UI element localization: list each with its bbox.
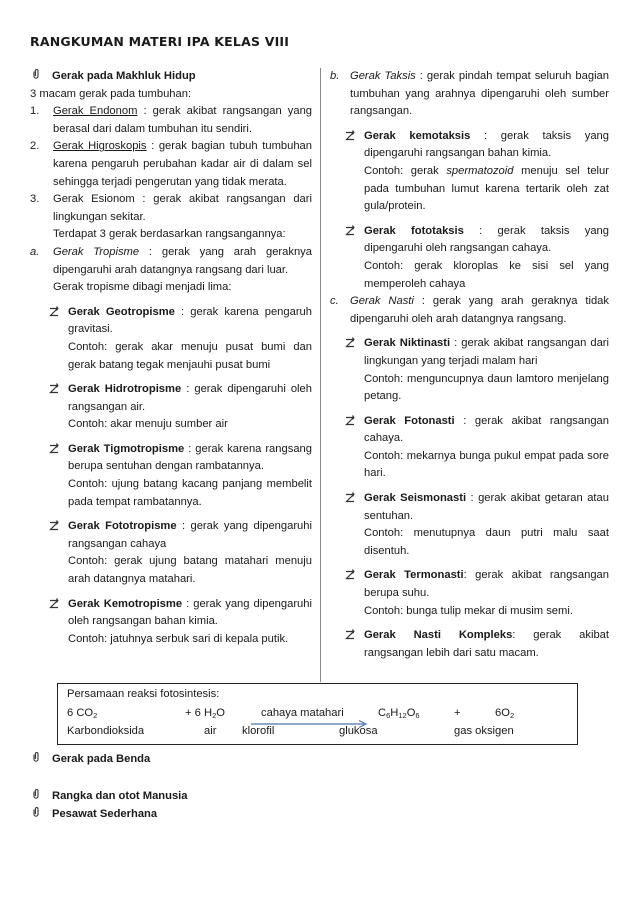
reactant-h2o: + 6 $H_2O$ — [185, 707, 225, 720]
z-arrow-icon — [344, 224, 356, 238]
z-arrow-icon — [48, 519, 60, 533]
list-item: 2. Gerak Higroskopis : gerak bagian tubuh tumbuhan karena pengaruh perubahan kadar air di dalam sel sehingga terjadi pengerutan yang tidak merata. — [30, 140, 312, 188]
paperclip-icon — [30, 68, 42, 80]
section-heading: Gerak pada Benda — [30, 751, 150, 765]
list-item: Gerak Hidrotropisme : gerak dipengaruhi oleh rangsangan air. Contoh: akar menuju sumber air — [30, 381, 312, 434]
sub-heading-b: b. Gerak Taksis : gerak pindah tempat seluruh bagian tumbuhan yang arahnya dipengaruhi oleh sumber rangsangan. — [330, 70, 610, 118]
name-carbondioxide: Karbondioksida — [67, 725, 145, 737]
z-arrow-icon — [48, 442, 60, 456]
intro-text: 3 macam gerak pada tumbuhan: — [30, 87, 192, 100]
list-item: Gerak Geotropisme : gerak karena pengaruh gravitasi. Contoh: gerak akar menuju pusat bumi dan gerak batang tegak menjauhi pusat bumi — [30, 304, 312, 374]
plus-sign: + — [454, 707, 461, 719]
list-item: Gerak Fotonasti : gerak akibat rangsangan cahaya. Contoh: mekarnya bunga pukul empat pada sore hari. — [330, 413, 609, 483]
paperclip-icon — [30, 751, 42, 763]
list-item: Gerak kemotaksis : gerak taksis yang dipengaruhi rangsangan bahan kimia. Contoh: gerak spermatozoid menuju sel telur pada tumbuhan lumut karena tertarik oleh zat gula/protein. — [330, 128, 609, 216]
page-title: RANGKUMAN MATERI IPA KELAS VIII — [30, 34, 290, 49]
paperclip-icon — [30, 806, 42, 818]
list-item: 3. Gerak Esionom : gerak akibat rangsangan dari lingkungan sekitar. — [30, 193, 312, 223]
section-heading: Pesawat Sederhana — [30, 806, 157, 820]
z-arrow-icon — [344, 568, 356, 582]
list-item: Gerak Fototropisme : gerak yang dipengaruhi rangsangan cahaya Contoh: gerak ujung batang matahari menuju arah datangnya matahari. — [30, 518, 312, 588]
z-arrow-icon — [344, 414, 356, 428]
list-extra: Terdapat 3 gerak berdasarkan rangsangannya: — [53, 228, 286, 241]
name-chlorophyll: klorofil — [242, 725, 275, 737]
name-oxygen: gas oksigen — [454, 725, 514, 737]
list-item: Gerak Nasti Kompleks: gerak akibat rangsangan lebih dari satu macam. — [330, 627, 609, 662]
list-item: Gerak fototaksis : gerak taksis yang dipengaruhi oleh rangsangan cahaya. Contoh: gerak kloroplas ke sisi sel yang memperoleh cahaya — [330, 223, 609, 293]
list-item: Gerak Seismonasti : gerak akibat getaran atau sentuhan. Contoh: menutupnya daun putri malu saat disentuh. — [330, 490, 609, 560]
z-arrow-icon — [48, 305, 60, 319]
list-item: Gerak Termonasti: gerak akibat rangsangan berupa suhu. Contoh: bunga tulip mekar di musim semi. — [330, 567, 609, 620]
z-arrow-icon — [48, 597, 60, 611]
sub-heading-c: c. Gerak Nasti : gerak yang arah geraknya tidak dipengaruhi oleh arah datangnya rangsang. — [330, 295, 609, 325]
name-glucose: glukosa — [339, 725, 378, 737]
list-item: Gerak Tigmotropisme : gerak karena rangsang berupa sentuhan dengan rambatannya. Contoh: ujung batang kacang panjang membelit pada tempat rambatannya. — [30, 441, 312, 511]
product-glucose: $C_6H_{12}O_6$ — [378, 707, 420, 720]
arrow-label: cahaya matahari — [261, 707, 344, 719]
column-divider — [320, 68, 321, 682]
z-arrow-icon — [344, 129, 356, 143]
list-item: 1. Gerak Endonom : gerak akibat rangsangan yang berasal dari dalam tumbuhan itu sendiri. — [30, 105, 313, 135]
paperclip-icon — [30, 788, 42, 800]
z-arrow-icon — [344, 336, 356, 350]
left-column — [30, 68, 312, 648]
list-item: Gerak Niktinasti : gerak akibat rangsangan dari lingkungan yang terjadi malam hari Contoh: menguncupnya daun lamtoro menjelang petang. — [330, 335, 609, 405]
product-o2: $6O_2$ — [495, 707, 515, 720]
box-label: Persamaan reaksi fotosintesis: — [67, 688, 220, 700]
name-water: air — [204, 725, 217, 737]
z-arrow-icon — [48, 382, 60, 396]
reactant-co2: 6 $CO_2$ — [67, 707, 98, 720]
z-arrow-icon — [344, 491, 356, 505]
photosynthesis-box — [57, 683, 578, 745]
section-heading: Rangka dan otot Manusia — [30, 788, 188, 802]
list-item: Gerak Kemotropisme : gerak yang dipengaruhi oleh rangsangan bahan kimia. Contoh: jatuhnya serbuk sari di kepala putik. — [30, 596, 312, 649]
right-column — [330, 68, 609, 662]
sub-heading-a: a. Gerak Tropisme : gerak yang arah geraknya dipengaruhi arah datangnya rangsang dari luar. — [30, 245, 312, 276]
sub-heading-a-extra: Gerak tropisme dibagi menjadi lima: — [53, 281, 232, 294]
z-arrow-icon — [344, 628, 356, 642]
section-heading: Gerak pada Makhluk Hidup — [30, 68, 312, 86]
